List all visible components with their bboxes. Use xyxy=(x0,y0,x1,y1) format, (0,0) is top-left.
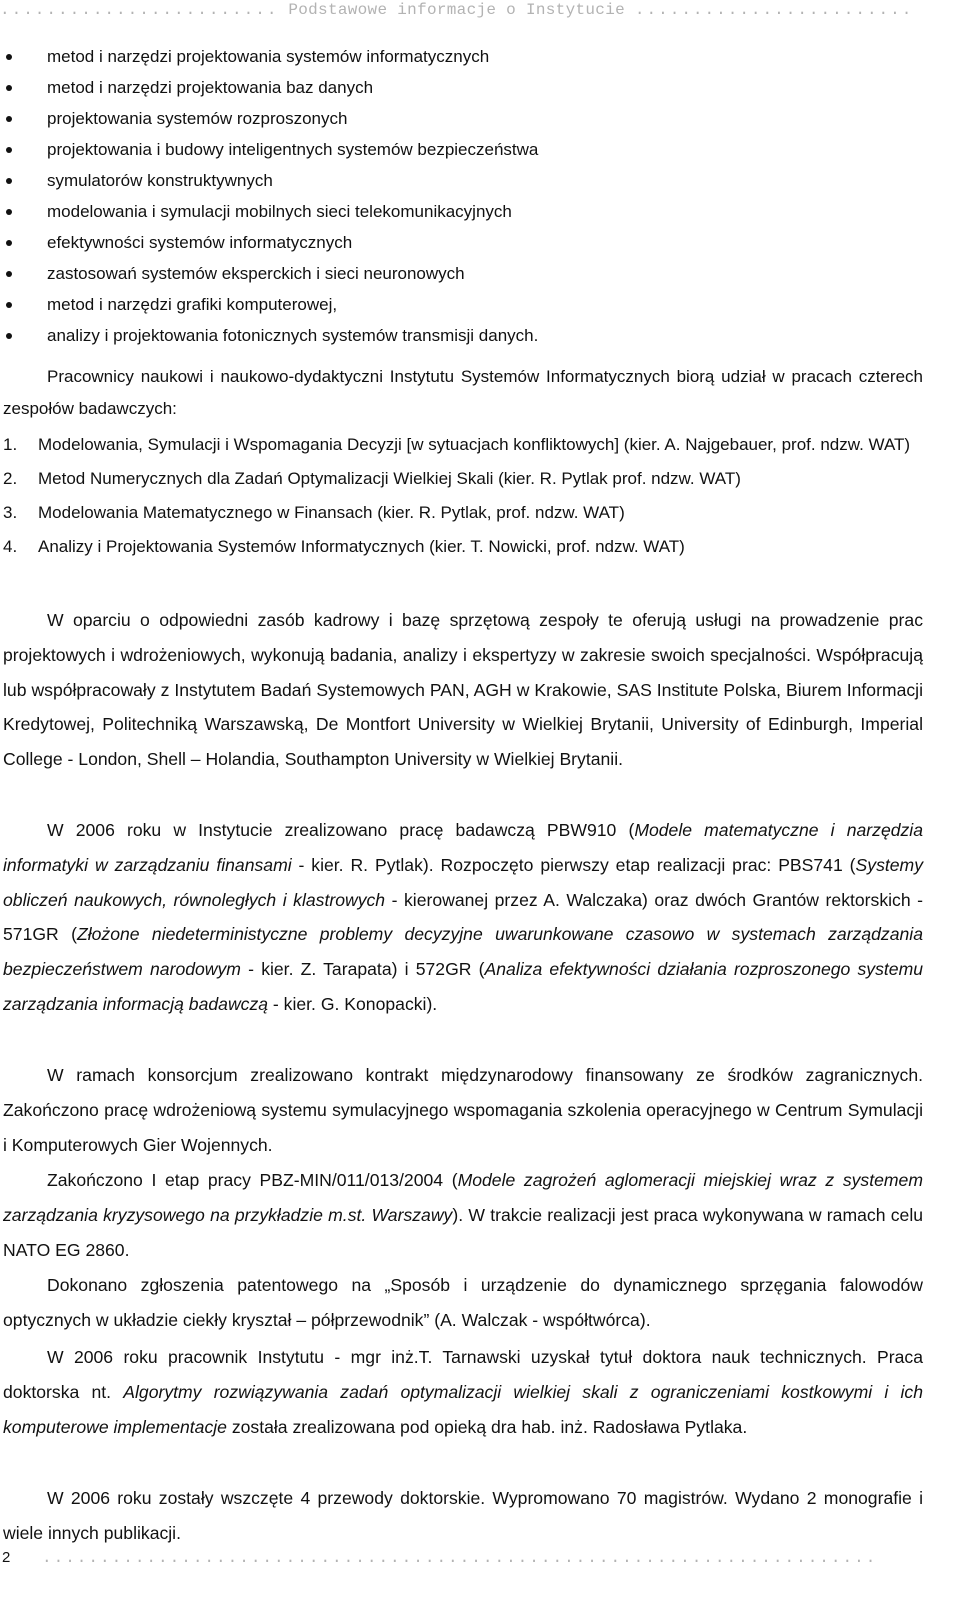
list-item: zastosowań systemów eksperckich i sieci neuronowych xyxy=(0,258,960,289)
list-item: symulatorów konstruktywnych xyxy=(0,165,960,196)
research-teams-list xyxy=(3,428,923,564)
list-item: 4. Analizy i Projektowania Systemów Informatycznych (kier. T. Nowicki, prof. ndzw. WAT) xyxy=(3,537,685,556)
header-dots-left: ........................ xyxy=(0,1,279,19)
list-item: 1. Modelowania, Symulacji i Wspomagania Decyzji [w sytuacjach konfliktowych] (kier. A. Najgebauer, prof. ndzw. WAT) xyxy=(3,435,911,454)
bullet-icon xyxy=(6,116,12,122)
page-footer xyxy=(0,1546,960,1570)
cooperation-paragraph: W oparciu o odpowiedni zasób kadrowy i bazę sprzętową zespoły te oferują usługi na prowadzenie prac projektowych i wdrożeniowych, wykonują badania, analizy i ekspertyzy w zakresie swoich specjalności. Współpracują lub współpracowały z Instytutem Badań Systemowych PAN, AGH w Krakowie, SAS Institute Polska, Biurem Informacji Kredytowej, Politechniką Warszawską, De Montfort University w Wielkiej Brytanii, University of Edinburgh, Imperial College - London, Shell – Holandia, Southampton University w Wielkiej Brytanii. xyxy=(3,610,923,770)
header-title: Podstawowe informacje o Instytucie xyxy=(288,1,625,19)
bullet-icon xyxy=(6,209,12,215)
summary-paragraph: W 2006 roku zostały wszczęte 4 przewody doktorskie. Wypromowano 70 magistrów. Wydano 2 monografie i wiele innych publikacji. xyxy=(3,1488,923,1543)
page-header xyxy=(0,0,960,22)
bullet-icon xyxy=(6,85,12,91)
bullet-icon xyxy=(6,54,12,60)
list-item: 2. Metod Numerycznych dla Zadań Optymalizacji Wielkiej Skali (kier. R. Pytlak prof. ndzw. WAT) xyxy=(3,469,741,488)
bullet-icon xyxy=(6,147,12,153)
list-item: modelowania i symulacji mobilnych sieci telekomunikacyjnych xyxy=(0,196,960,227)
header-dots-right: ........................ xyxy=(634,1,914,19)
list-item: efektywności systemów informatycznych xyxy=(0,227,960,258)
list-item: metod i narzędzi projektowania baz danych xyxy=(0,72,960,103)
pbz-paragraph: Zakończono I etap pracy PBZ-MIN/011/013/2004 (Modele zagrożeń aglomeracji miejskiej wraz z systemem zarządzania kryzysowego na przykładzie m.st. Warszawy). W trakcie realizacji jest praca wykonywana w ramach celu NATO EG 2860. xyxy=(3,1170,924,1260)
consortium-paragraph: W ramach konsorcjum zrealizowano kontrakt międzynarodowy finansowany ze środków zagranicznych. Zakończono pracę wdrożeniową systemu symulacyjnego wspomagania szkolenia operacyjnego w Centrum Symulacji i Komputerowych Gier Wojennych. xyxy=(3,1065,923,1155)
list-item: 3. Modelowania Matematycznego w Finansach (kier. R. Pytlak, prof. ndzw. WAT) xyxy=(3,503,625,522)
teams-intro-paragraph: Pracownicy naukowi i naukowo-dydaktyczni Instytutu Systemów Informatycznych biorą udział w pracach czterech zespołów badawczych: xyxy=(3,367,923,418)
bullet-icon xyxy=(6,302,12,308)
list-item: projektowania i budowy inteligentnych systemów bezpieczeństwa xyxy=(0,134,960,165)
bullet-icon xyxy=(6,240,12,246)
list-item: metod i narzędzi grafiki komputerowej, xyxy=(0,289,960,320)
bullet-icon xyxy=(6,271,12,277)
doctorate-paragraph: W 2006 roku pracownik Instytutu - mgr inż.T. Tarnawski uzyskał tytuł doktora nauk technicznych. Praca doktorska nt. Algorytmy rozwiązywania zadań optymalizacji wielkiej skali z ograniczeniami kostkowymi i ich komputerowe implementacje została zrealizowana pod opieką dra hab. inż. Radosława Pytlaka. xyxy=(3,1347,923,1437)
bullet-icon xyxy=(6,333,12,339)
research-projects-paragraph: W 2006 roku w Instytucie zrealizowano pracę badawczą PBW910 (Modele matematyczne i narzędzia informatyki w zarządzaniu finansami - kier. R. Pytlak). Rozpoczęto pierwszy etap realizacji prac: PBS741 (Systemy obliczeń naukowych, równoległych i klastrowych - kierowanej przez A. Walczaka) oraz dwóch Grantów rektorskich - 571GR (Złożone niedeterministyczne problemy decyzyjne uwarunkowane czasowo w systemach zarządzania bezpieczeństwem narodowym - kier. Z. Tarapata) i 572GR (Analiza efektywności działania rozproszonego systemu zarządzania informacją badawczą - kier. G. Konopacki). xyxy=(3,820,924,1014)
page-number: 2 xyxy=(2,1549,11,1566)
footer-dots: ........................................................................ xyxy=(42,1549,878,1567)
list-item: projektowania systemów rozproszonych xyxy=(0,103,960,134)
research-areas-list xyxy=(0,41,960,351)
patent-paragraph: Dokonano zgłoszenia patentowego na „Sposób i urządzenie do dynamicznego sprzęgania falowodów optycznych w układzie ciekły kryształ – półprzewodnik” (A. Walczak - współtwórca). xyxy=(3,1275,923,1330)
list-item: metod i narzędzi projektowania systemów informatycznych xyxy=(0,41,960,72)
list-item: analizy i projektowania fotonicznych systemów transmisji danych. xyxy=(0,320,960,351)
bullet-icon xyxy=(6,178,12,184)
